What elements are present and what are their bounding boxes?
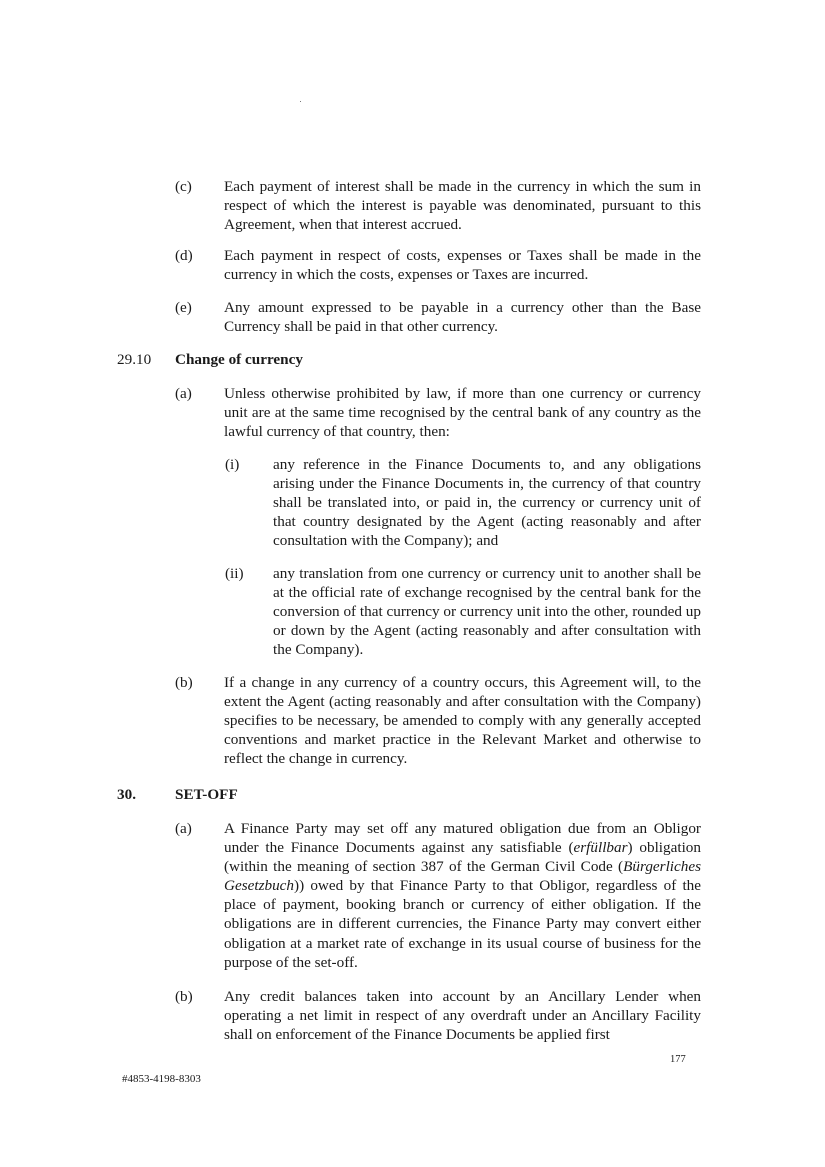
section-30-b-text: Any credit balances taken into account by an Ancillary Lender when operating a net limit in respect of any overdraft under an Ancillary Facility shall on enforcement of the Finance Documents be applied first	[224, 988, 701, 1044]
section-29-10-b-label: (b)	[175, 674, 193, 691]
section-30-b-label: (b)	[175, 988, 193, 1005]
section-29-10-a-text: Unless otherwise prohibited by law, if more than one currency or currency unit are at the same time recognised by the central bank of any country as the lawful currency of that country, then:	[224, 385, 701, 441]
clause-d-label: (d)	[175, 247, 193, 264]
scan-dot	[300, 101, 301, 102]
section-29-10-number: 29.10	[117, 351, 152, 368]
section-30-a-label: (a)	[175, 820, 192, 837]
section-30-number: 30.	[117, 786, 136, 803]
page-number: 177	[670, 1054, 686, 1065]
section-30-title: SET-OFF	[175, 786, 238, 803]
clause-c-label: (c)	[175, 178, 192, 195]
section-29-10-b-text: If a change in any currency of a country occurs, this Agreement will, to the extent the Agent (acting reasonably and after consultation with the Company) specifies to be necessary, be amended to comply with any generally accepted conventions and market practice in the Relevant Market and otherwise to reflect the change in currency.	[224, 674, 701, 768]
term-burgerliches-gesetzbuch: Bürgerliches Gesetzbuch	[224, 858, 701, 895]
clause-e-text: Any amount expressed to be payable in a currency other than the Base Currency shall be paid in that other currency.	[224, 299, 701, 336]
section-29-10-title: Change of currency	[175, 351, 303, 368]
clause-e-label: (e)	[175, 299, 192, 316]
term-erfullbar: erfüllbar	[573, 839, 628, 857]
section-29-10-ii-text: any translation from one currency or currency unit to another shall be at the official rate of exchange recognised by the central bank for the conversion of that currency or currency unit into the other, rounded up or down by the Agent (acting reasonably and after consultation with the Company).	[273, 565, 701, 659]
section-29-10-a-label: (a)	[175, 385, 192, 402]
section-29-10-i-text: any reference in the Finance Documents to, and any obligations arising under the Finance Documents in, the currency of that country shall be translated into, or paid in, the currency or currency unit of that country designated by the Agent (acting reasonably and after consultation with the Company); and	[273, 456, 701, 550]
section-30-a-text: A Finance Party may set off any matured obligation due from an Obligor under the Finance Documents against any satisfiable (erfüllbar) obligation (within the meaning of section 387 of the German Civil Code (Bürgerliches Gesetzbuch)) owed by that Finance Party to that Obligor, regardless of the place of payment, booking branch or currency of either obligation. If the obligations are in different currencies, the Finance Party may convert either obligation at a market rate of exchange in its usual course of business for the purpose of the set-off.	[224, 820, 701, 971]
document-id: #4853-4198-8303	[122, 1073, 201, 1085]
clause-c-text: Each payment of interest shall be made in the currency in which the sum in respect of which the interest is payable was denominated, pursuant to this Agreement, when that interest accrued.	[224, 178, 701, 234]
section-29-10-ii-label: (ii)	[225, 565, 244, 582]
section-29-10-i-label: (i)	[225, 456, 240, 473]
clause-d-text: Each payment in respect of costs, expenses or Taxes shall be made in the currency in which the costs, expenses or Taxes are incurred.	[224, 247, 701, 284]
